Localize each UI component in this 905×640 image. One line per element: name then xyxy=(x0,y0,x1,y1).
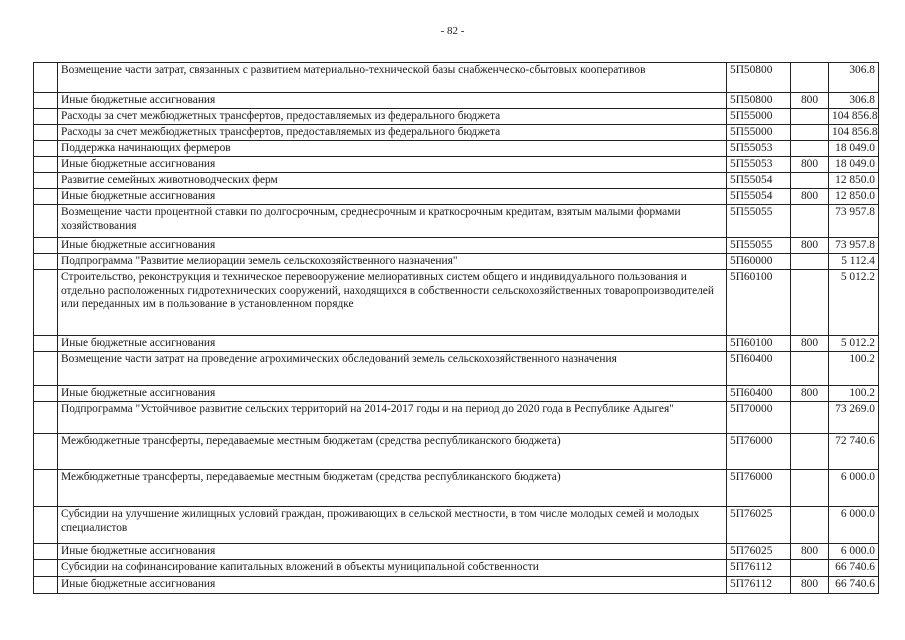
item-name-cell: Субсидии на улучшение жилищных условий граждан, проживающих в сельской местности, в том числе молодых семей и молодых специалистов xyxy=(58,507,727,544)
table-row xyxy=(34,254,879,270)
target-code-cell: 5П60400 xyxy=(727,386,791,402)
amount-cell: 306.8 xyxy=(829,63,879,93)
table-row xyxy=(34,352,879,386)
table-row xyxy=(34,470,879,507)
table-row xyxy=(34,544,879,560)
target-code-cell: 5П70000 xyxy=(727,402,791,434)
item-name-cell: Расходы за счет межбюджетных трансфертов, предоставляемых из федерального бюджета xyxy=(58,125,727,141)
amount-cell: 6 000.0 xyxy=(829,507,879,544)
item-name-cell: Возмещение части затрат, связанных с развитием материально-технической базы снабженческо-сбытовых кооперативов xyxy=(58,63,727,93)
blank-cell xyxy=(34,270,58,336)
amount-cell: 306.8 xyxy=(829,93,879,109)
table-row xyxy=(34,434,879,470)
target-code-cell: 5П60000 xyxy=(727,254,791,270)
amount-cell: 72 740.6 xyxy=(829,434,879,470)
target-code-cell: 5П55053 xyxy=(727,141,791,157)
table-row xyxy=(34,336,879,352)
table-row xyxy=(34,109,879,125)
table-row xyxy=(34,141,879,157)
expense-type-cell xyxy=(791,173,829,189)
target-code-cell: 5П55054 xyxy=(727,173,791,189)
target-code-cell: 5П76112 xyxy=(727,560,791,577)
expense-type-cell: 800 xyxy=(791,189,829,205)
expense-type-cell xyxy=(791,109,829,125)
target-code-cell: 5П55000 xyxy=(727,109,791,125)
item-name-cell: Поддержка начинающих фермеров xyxy=(58,141,727,157)
amount-cell: 73 269.0 xyxy=(829,402,879,434)
target-code-cell: 5П55054 xyxy=(727,189,791,205)
target-code-cell: 5П76000 xyxy=(727,434,791,470)
amount-cell: 73 957.8 xyxy=(829,238,879,254)
item-name-cell: Иные бюджетные ассигнования xyxy=(58,157,727,173)
amount-cell: 73 957.8 xyxy=(829,205,879,238)
target-code-cell: 5П60400 xyxy=(727,352,791,386)
item-name-cell: Иные бюджетные ассигнования xyxy=(58,336,727,352)
item-name-cell: Межбюджетные трансферты, передаваемые местным бюджетам (средства республиканского бюджета) xyxy=(58,434,727,470)
target-code-cell: 5П76000 xyxy=(727,470,791,507)
expense-type-cell: 800 xyxy=(791,386,829,402)
target-code-cell: 5П60100 xyxy=(727,270,791,336)
expense-type-cell xyxy=(791,402,829,434)
blank-cell xyxy=(34,352,58,386)
expense-type-cell xyxy=(791,205,829,238)
blank-cell xyxy=(34,507,58,544)
item-name-cell: Иные бюджетные ассигнования xyxy=(58,577,727,594)
table-row xyxy=(34,189,879,205)
expense-type-cell xyxy=(791,470,829,507)
table-row xyxy=(34,402,879,434)
amount-cell: 6 000.0 xyxy=(829,470,879,507)
expense-type-cell: 800 xyxy=(791,157,829,173)
blank-cell xyxy=(34,109,58,125)
item-name-cell: Иные бюджетные ассигнования xyxy=(58,93,727,109)
blank-cell xyxy=(34,254,58,270)
expense-type-cell: 800 xyxy=(791,93,829,109)
item-name-cell: Возмещение части процентной ставки по долгосрочным, среднесрочным и краткосрочным кредитам, взятым малыми формами хозяйствования xyxy=(58,205,727,238)
amount-cell: 5 112.4 xyxy=(829,254,879,270)
expense-type-cell: 800 xyxy=(791,544,829,560)
item-name-cell: Иные бюджетные ассигнования xyxy=(58,238,727,254)
expense-type-cell xyxy=(791,352,829,386)
target-code-cell: 5П76025 xyxy=(727,507,791,544)
expense-type-cell xyxy=(791,270,829,336)
target-code-cell: 5П60100 xyxy=(727,336,791,352)
table-row xyxy=(34,205,879,238)
blank-cell xyxy=(34,336,58,352)
blank-cell xyxy=(34,93,58,109)
amount-cell: 12 850.0 xyxy=(829,189,879,205)
table-row xyxy=(34,125,879,141)
target-code-cell: 5П55055 xyxy=(727,238,791,254)
table-row xyxy=(34,577,879,594)
item-name-cell: Межбюджетные трансферты, передаваемые местным бюджетам (средства республиканского бюджета) xyxy=(58,470,727,507)
blank-cell xyxy=(34,173,58,189)
expense-type-cell xyxy=(791,560,829,577)
item-name-cell: Иные бюджетные ассигнования xyxy=(58,544,727,560)
item-name-cell: Иные бюджетные ассигнования xyxy=(58,386,727,402)
blank-cell xyxy=(34,402,58,434)
amount-cell: 66 740.6 xyxy=(829,577,879,594)
table-row xyxy=(34,173,879,189)
amount-cell: 66 740.6 xyxy=(829,560,879,577)
amount-cell: 104 856.8 xyxy=(829,125,879,141)
item-name-cell: Субсидии на софинансирование капитальных вложений в объекты муниципальной собственности xyxy=(58,560,727,577)
blank-cell xyxy=(34,386,58,402)
expense-type-cell xyxy=(791,254,829,270)
item-name-cell: Возмещение части затрат на проведение агрохимических обследований земель сельскохозяйственного назначения xyxy=(58,352,727,386)
item-name-cell: Расходы за счет межбюджетных трансфертов, предоставляемых из федерального бюджета xyxy=(58,109,727,125)
expense-type-cell: 800 xyxy=(791,577,829,594)
amount-cell: 18 049.0 xyxy=(829,141,879,157)
table-row xyxy=(34,560,879,577)
expense-type-cell xyxy=(791,507,829,544)
target-code-cell: 5П50800 xyxy=(727,93,791,109)
blank-cell xyxy=(34,205,58,238)
target-code-cell: 5П76025 xyxy=(727,544,791,560)
expense-type-cell xyxy=(791,141,829,157)
blank-cell xyxy=(34,157,58,173)
item-name-cell: Строительство, реконструкция и техническое перевооружение мелиоративных систем общего и индивидуального пользования и отдельно расположенных гидротехнических сооружений, находящихся в собственности сельскохозяйственных товаропроизводителей или переданных им в пользование в установленном порядке xyxy=(58,270,727,336)
blank-cell xyxy=(34,125,58,141)
blank-cell xyxy=(34,238,58,254)
table-row xyxy=(34,386,879,402)
table-row xyxy=(34,157,879,173)
table-row xyxy=(34,270,879,336)
blank-cell xyxy=(34,434,58,470)
amount-cell: 5 012.2 xyxy=(829,270,879,336)
amount-cell: 6 000.0 xyxy=(829,544,879,560)
item-name-cell: Подпрограмма "Устойчивое развитие сельских территорий на 2014-2017 годы и на период до 2020 года в Республике Адыгея" xyxy=(58,402,727,434)
target-code-cell: 5П76112 xyxy=(727,577,791,594)
amount-cell: 5 012.2 xyxy=(829,336,879,352)
amount-cell: 12 850.0 xyxy=(829,173,879,189)
blank-cell xyxy=(34,141,58,157)
item-name-cell: Иные бюджетные ассигнования xyxy=(58,189,727,205)
blank-cell xyxy=(34,544,58,560)
amount-cell: 100.2 xyxy=(829,386,879,402)
expense-type-cell: 800 xyxy=(791,336,829,352)
table-row xyxy=(34,63,879,93)
blank-cell xyxy=(34,189,58,205)
target-code-cell: 5П55055 xyxy=(727,205,791,238)
expense-type-cell: 800 xyxy=(791,238,829,254)
table-row xyxy=(34,507,879,544)
expense-type-cell xyxy=(791,434,829,470)
expense-type-cell xyxy=(791,125,829,141)
budget-table-body xyxy=(34,63,879,594)
item-name-cell: Развитие семейных животноводческих ферм xyxy=(58,173,727,189)
blank-cell xyxy=(34,63,58,93)
expense-type-cell xyxy=(791,63,829,93)
table-row xyxy=(34,93,879,109)
target-code-cell: 5П55053 xyxy=(727,157,791,173)
blank-cell xyxy=(34,470,58,507)
target-code-cell: 5П50800 xyxy=(727,63,791,93)
item-name-cell: Подпрограмма "Развитие мелиорации земель сельскохозяйственного назначения" xyxy=(58,254,727,270)
amount-cell: 18 049.0 xyxy=(829,157,879,173)
blank-cell xyxy=(34,560,58,577)
target-code-cell: 5П55000 xyxy=(727,125,791,141)
budget-table xyxy=(33,62,879,594)
amount-cell: 100.2 xyxy=(829,352,879,386)
table-row xyxy=(34,238,879,254)
amount-cell: 104 856.8 xyxy=(829,109,879,125)
blank-cell xyxy=(34,577,58,594)
page-number: - 82 - xyxy=(440,25,465,37)
